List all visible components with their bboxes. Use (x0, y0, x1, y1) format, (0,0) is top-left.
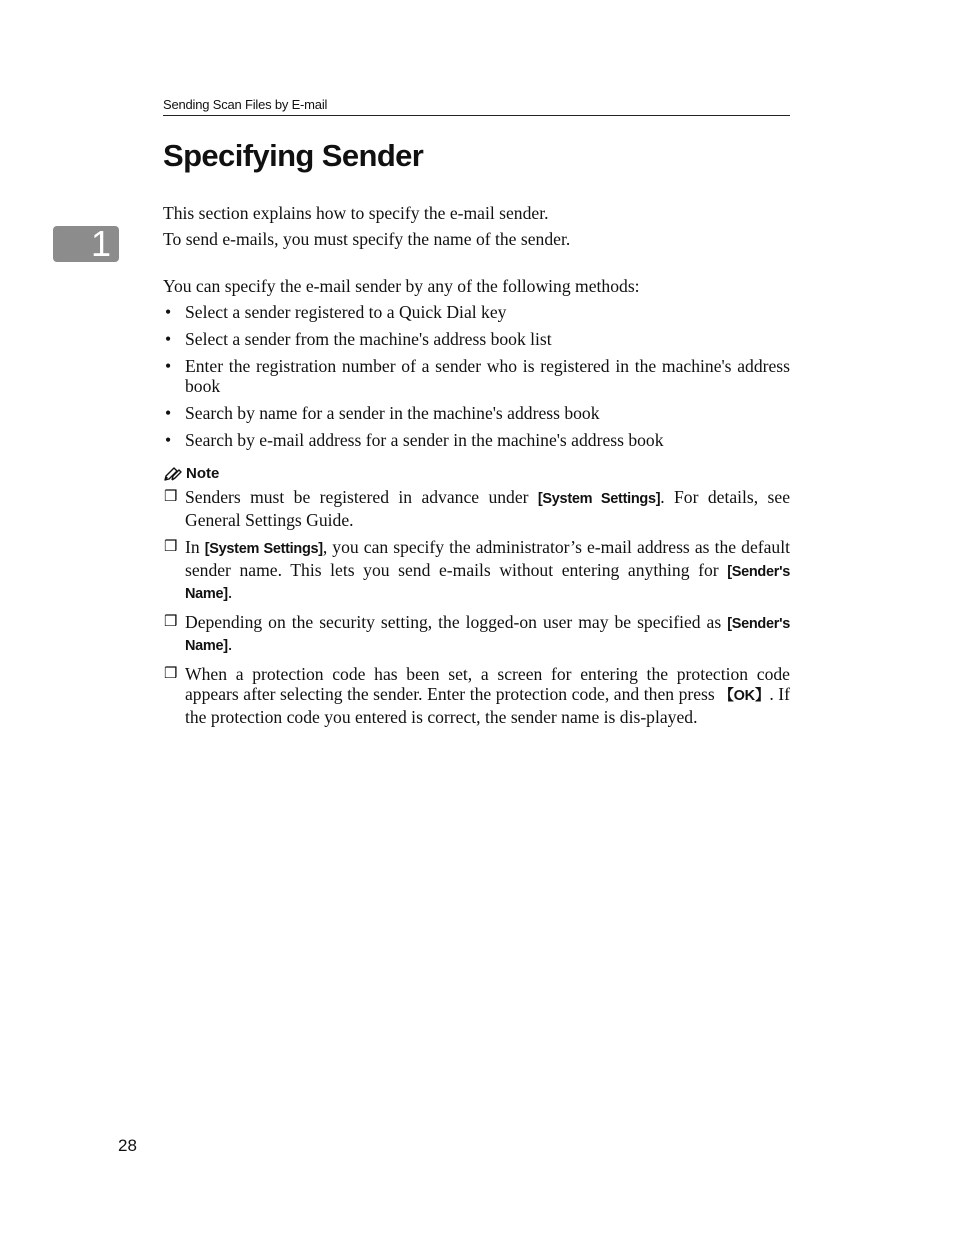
note-text: When a protection code has been set, a screen for entering the protection code appears after selecting the sender. Enter the protection code, and then press (185, 663, 790, 704)
key-label: [Sender's Name] (185, 563, 790, 602)
note-list (163, 487, 790, 727)
note-heading-label: Note (186, 465, 220, 482)
page-number: 28 (118, 1136, 137, 1155)
list-item (163, 329, 790, 349)
pencil-note-icon (163, 466, 182, 482)
chapter-number: 1 (90, 223, 111, 264)
list-item-text: Select a sender from the machine's address book list (185, 329, 552, 349)
page-title: Specifying Sender (163, 138, 424, 173)
bullet-icon: • (165, 356, 172, 376)
key-label: [System Settings] (204, 541, 323, 557)
note-text: In (185, 537, 205, 557)
key-label: [System Settings] (537, 491, 661, 507)
note-text: Senders must be registered in advance under (185, 487, 538, 507)
note-item (163, 487, 790, 530)
key-label: [Sender's Name] (185, 615, 790, 654)
bullet-icon: • (165, 403, 172, 423)
note-text: . For details, see General Settings Guide. (185, 487, 791, 530)
key-label: 【OK】 (719, 688, 770, 704)
list-item-text: Search by e-mail address for a sender in the machine's address book (185, 430, 664, 450)
list-item-text: Select a sender registered to a Quick Dial key (185, 302, 507, 322)
note-text: , you can specify the administrator’s e-mail address as the default sender name. This lets you send e-mails without entering anything for (185, 537, 791, 580)
note-text: . If the protection code you entered is correct, the sender name is dis-played. (185, 684, 790, 727)
list-item (163, 356, 790, 396)
note-item (163, 537, 790, 605)
list-item (163, 302, 790, 322)
note-item (163, 612, 790, 657)
note-item (163, 664, 790, 728)
note-text: Depending on the security setting, the logged-on user may be specified as (185, 611, 728, 632)
note-text: . (227, 582, 233, 602)
bullet-icon: • (165, 329, 172, 349)
checkbox-icon: ❒ (164, 489, 178, 505)
list-item (163, 403, 790, 423)
intro-line-1: This section explains how to specify the e-mail sender. (163, 203, 549, 223)
checkbox-icon: ❒ (164, 539, 178, 555)
checkbox-icon: ❒ (164, 665, 178, 682)
list-item-text: Search by name for a sender in the machine's address book (185, 403, 600, 423)
running-header: Sending Scan Files by E-mail (163, 97, 790, 116)
intro-line-2: To send e-mails, you must specify the name of the sender. (163, 229, 571, 249)
methods-list (163, 302, 790, 450)
checkbox-icon: ❒ (164, 613, 178, 630)
note-heading (163, 464, 790, 484)
list-item-text: Enter the registration number of a sender who is registered in the machine's address book (185, 356, 790, 396)
bullet-icon: • (165, 430, 172, 450)
bullet-icon: • (165, 302, 172, 322)
note-text: . (227, 634, 233, 654)
methods-intro: You can specify the e-mail sender by any of the following methods: (163, 276, 640, 296)
list-item (163, 430, 790, 450)
main-content (163, 203, 790, 734)
chapter-tab (53, 223, 119, 264)
